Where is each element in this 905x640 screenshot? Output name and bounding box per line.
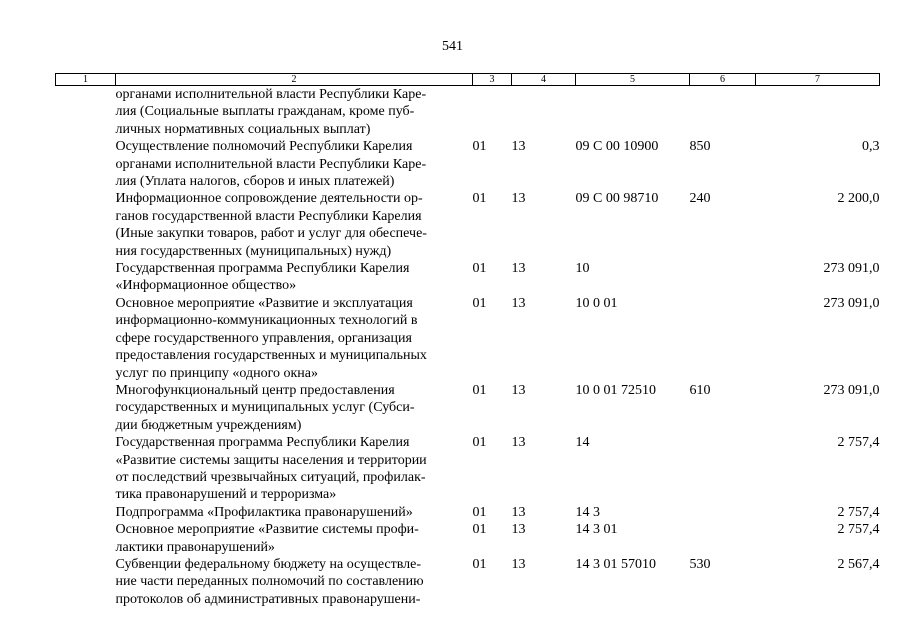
subsection-code-cell: 13 [511,382,526,398]
section-code-cell [473,86,512,139]
section-code-cell: 01 [472,522,487,538]
amount-cell: 273 091,0 [823,261,880,277]
section-code-cell: 01 [472,556,487,572]
item-name-cell [116,260,473,295]
amount-cell: 2 757,4 [837,522,880,538]
item-name-line: лия (Уплата налогов, сборов и иных платежей) [115,174,395,190]
target-article-cell: 14 3 01 57010 [575,556,656,572]
item-name-line: ние части переданных полномочий по составлению [115,574,424,590]
table-row [56,295,880,382]
expense-type-cell [690,260,756,295]
item-name-line: тика правонарушений и терроризма» [115,487,337,503]
table-row [56,521,880,556]
item-name-line: от последствий чрезвычайных ситуаций, профилак- [115,469,426,485]
item-name-line: Основное мероприятие «Развитие системы профи- [115,522,419,538]
section-code-cell: 01 [472,191,487,207]
item-name-line: Основное мероприятие «Развитие и эксплуатация [115,295,413,311]
amount-cell: 273 091,0 [823,295,880,311]
section-code-cell: 01 [472,139,487,155]
item-name-line: лактики правонарушений» [115,539,275,555]
item-name-cell [116,295,473,382]
table-row [56,260,880,295]
expense-type-cell [690,434,756,504]
item-name-line: Государственная программа Республики Карелия [115,435,410,451]
item-name-line: (Иные закупки товаров, работ и услуг для обеспече- [115,226,427,242]
table-row [56,190,880,260]
item-name-line: лия (Социальные выплаты гражданам, кроме пуб- [115,104,415,120]
expense-type-cell [690,86,756,139]
expense-type-cell: 530 [689,556,711,572]
table-row [56,86,880,139]
item-name-line: государственных и муниципальных услуг (Субси- [115,400,415,416]
target-article-cell: 14 3 [575,504,600,520]
item-name-line: Многофункциональный центр предоставления [115,382,395,398]
row-number-cell [56,138,116,190]
target-article-cell: 10 0 01 72510 [575,382,656,398]
expense-type-cell: 240 [689,191,711,207]
column-header: 7 [756,74,880,86]
subsection-code-cell: 13 [511,139,526,155]
item-name-line: предоставления государственных и муниципальных [115,348,427,364]
section-code-cell: 01 [472,504,487,520]
table-row [56,138,880,190]
target-article-cell [576,86,690,139]
row-number-cell [56,86,116,139]
column-header: 3 [473,74,512,86]
subsection-code-cell: 13 [511,295,526,311]
column-header: 6 [690,74,756,86]
column-header: 1 [56,74,116,86]
item-name-cell [116,138,473,190]
item-name-line: Информационное сопровождение деятельности ор- [115,191,423,207]
item-name-line: органами исполнительной власти Республики Каре- [115,87,427,102]
subsection-code-cell: 13 [511,556,526,572]
header-row [56,74,880,86]
amount-cell: 2 757,4 [837,435,880,451]
table-row [56,382,880,434]
amount-cell: 0,3 [862,139,880,155]
amount-cell: 2 567,4 [837,556,880,572]
expense-type-cell [690,295,756,382]
target-article-cell: 10 [575,261,590,277]
row-number-cell [56,295,116,382]
section-code-cell: 01 [472,295,487,311]
target-article-cell: 10 0 01 [575,295,618,311]
item-name-line: дии бюджетным учреждениям) [115,417,302,433]
section-code-cell: 01 [472,435,487,451]
section-code-cell: 01 [472,382,487,398]
row-number-cell [56,382,116,434]
item-name-line: Государственная программа Республики Карелия [115,261,410,277]
amount-cell [756,86,880,139]
column-header: 4 [512,74,576,86]
item-name-line: ганов государственной власти Республики Карелия [115,208,422,224]
target-article-cell: 14 [575,435,590,451]
item-name-cell [116,190,473,260]
row-number-cell [56,434,116,504]
item-name-line: личных нормативных социальных выплат) [115,121,371,137]
row-number-cell [56,260,116,295]
table-row [56,556,880,608]
item-name-cell [116,504,473,521]
expense-type-cell: 850 [689,139,711,155]
item-name-line: «Развитие системы защиты населения и территории [115,452,427,468]
item-name-line: «Информационное общество» [115,278,297,294]
column-header: 5 [576,74,690,86]
subsection-code-cell [512,86,576,139]
page-number: 541 [442,39,463,54]
item-name-line: информационно-коммуникационных технологий в [115,313,418,329]
amount-cell: 2 200,0 [837,191,880,207]
item-name-line: сфере государственного управления, организация [115,330,412,346]
subsection-code-cell: 13 [511,261,526,277]
item-name-line: ния государственных (муниципальных) нужд) [115,243,392,259]
row-number-cell [56,521,116,556]
item-name-cell [116,382,473,434]
amount-cell: 2 757,4 [837,504,880,520]
expense-type-cell [690,504,756,521]
expense-type-cell [690,521,756,556]
item-name-cell [116,434,473,504]
subsection-code-cell: 13 [511,191,526,207]
expense-type-cell: 610 [689,382,711,398]
item-name-line: Подпрограмма «Профилактика правонарушений» [115,504,413,520]
row-number-cell [56,190,116,260]
table-row [56,434,880,504]
item-name-line: Осуществление полномочий Республики Карелия [115,139,413,155]
subsection-code-cell: 13 [511,504,526,520]
item-name-line: протоколов об административных правонарушени- [115,591,421,607]
subsection-code-cell: 13 [511,522,526,538]
target-article-cell: 09 С 00 10900 [575,139,659,155]
budget-table [55,73,880,608]
item-name-cell [116,86,473,139]
column-header: 2 [116,74,473,86]
target-article-cell: 14 3 01 [575,522,618,538]
item-name-line: органами исполнительной власти Республики Каре- [115,156,427,172]
item-name-cell [116,556,473,608]
amount-cell: 273 091,0 [823,382,880,398]
target-article-cell: 09 С 00 98710 [575,191,659,207]
row-number-cell [56,556,116,608]
item-name-cell [116,521,473,556]
item-name-line: услуг по принципу «одного окна» [115,365,319,381]
item-name-line: Субвенции федеральному бюджету на осуществле- [115,556,422,572]
row-number-cell [56,504,116,521]
section-code-cell: 01 [472,261,487,277]
subsection-code-cell: 13 [511,435,526,451]
table-body [56,86,880,609]
table-row [56,504,880,521]
